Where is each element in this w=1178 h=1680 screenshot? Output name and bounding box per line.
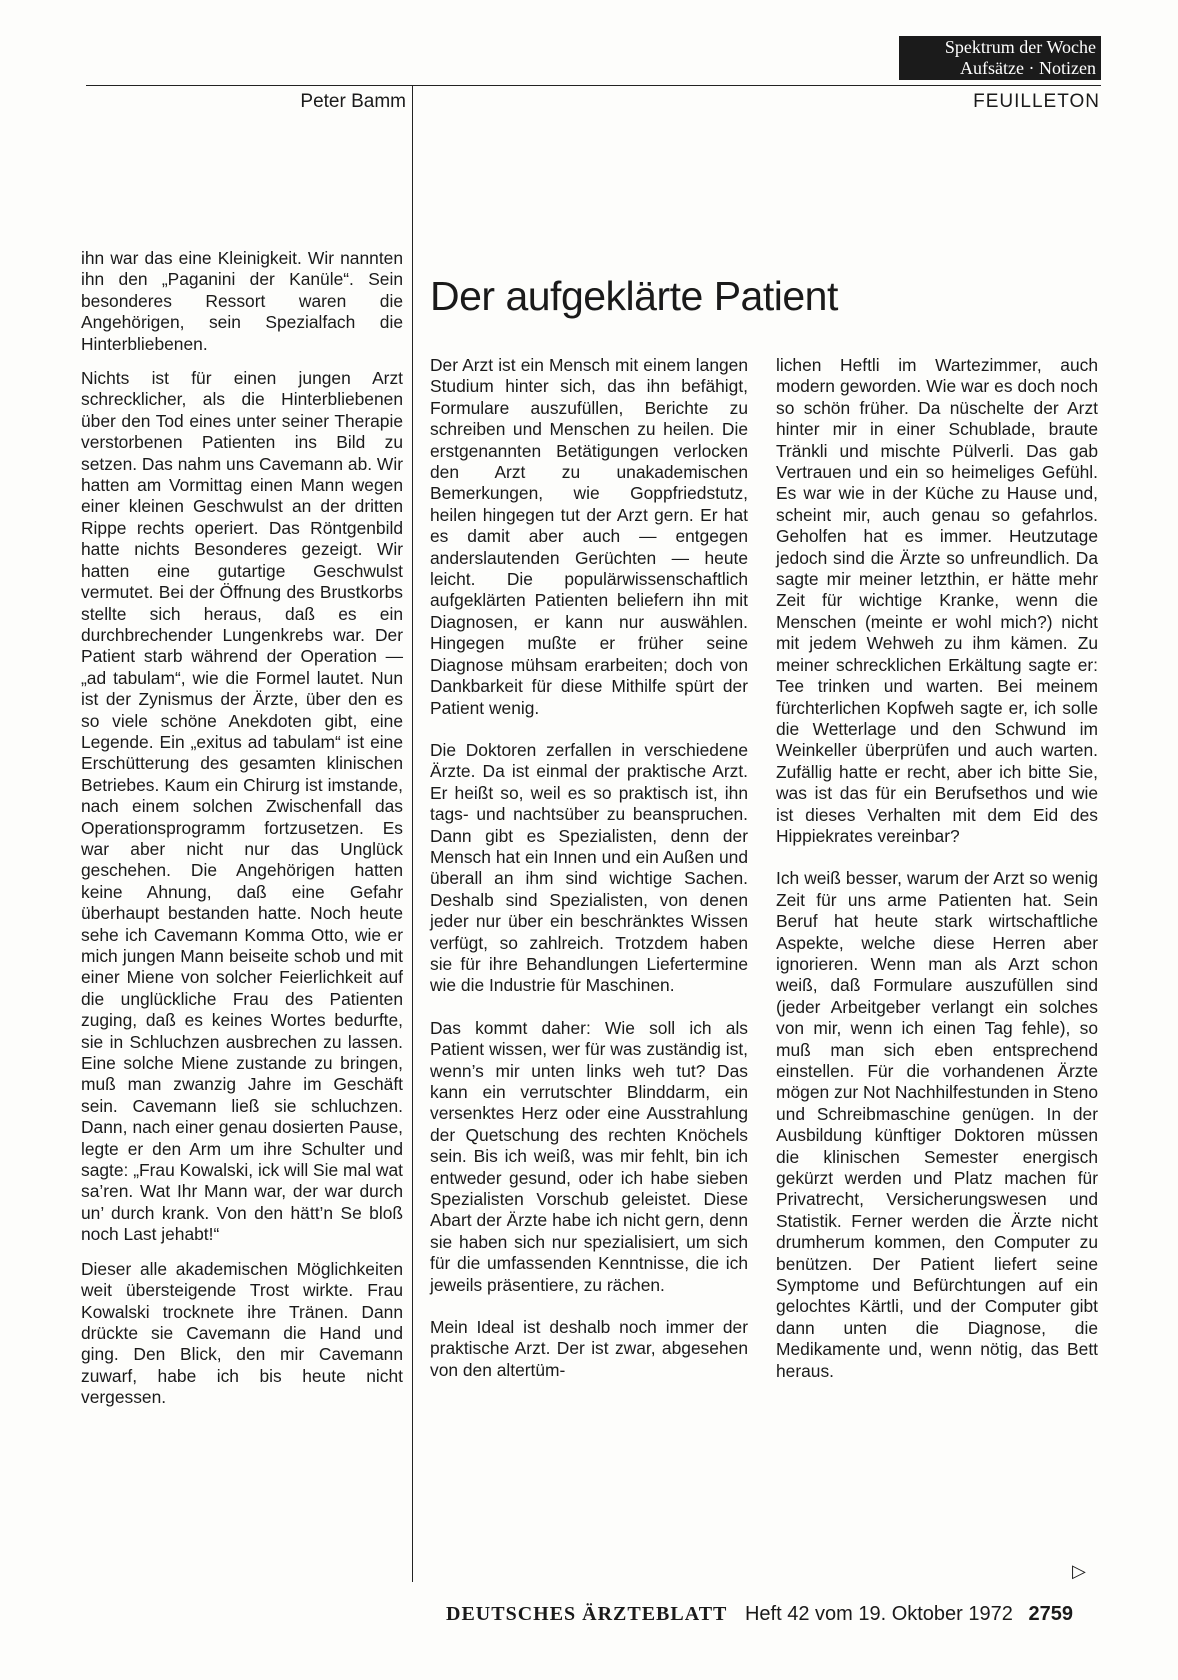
author-name: Peter Bamm: [300, 91, 406, 112]
paragraph: Die Doktoren zerfallen in verschiedene Ärzte. Da ist einmal der praktische Arzt. Er heißt so, weil es so praktisch ist, ihn tags- und nachtsüber zu beanspruchen. Dann gibt es Spezialisten, denn der Mensch hat ein Innen und ein Außen und überall an ihm sind wichtige Sachen. Deshalb sind Spezialisten, von denen jeder nur über ein beschränktes Wissen verfügt, so zahlreich. Trotzdem haben sie für ihre Behandlungen Liefertermine wie die Industrie für Maschinen.: [430, 739, 748, 996]
continue-arrow-icon: ▷: [1072, 1561, 1086, 1581]
paragraph: ihn war das eine Kleinigkeit. Wir nannten ihn den „Paganini der Kanüle“. Sein besonderes Ressort waren die Angehörigen, sein Spezialfach die Hinterbliebenen.: [81, 248, 403, 354]
paragraph: Ich weiß besser, warum der Arzt so wenig Zeit für uns arme Patienten hat. Sein Beruf hat heute stark wirtschaftliche Aspekte, welche diese Herren aber ignorieren. Wenn man als Arzt schon weiß, daß Formulare auszufüllen sind (jeder Arbeitgeber verlangt ein solches von mir, wenn ich einen Tag fehle), so muß man sich eben entsprechend einstellen. Für die vorhandenen Ärzte mögen zur Not Nachhilfestunden in Steno und Schreibmaschine genügen. In der Ausbildung künftiger Doktoren müssen die klinischen Semester energisch gekürzt werden und Platz machen für Privatrecht, Versicherungswesen und Statistik. Ferner werden die Ärzte nicht drumherum kommen, den Computer zu benützen. Der Patient liefert seine Symptome und Befürchtungen auf ein gelochtes Kärtli, und der Computer gibt dann unten die Diagnose, die Medikamente und, wenn nötig, das Bett heraus.: [776, 868, 1098, 1381]
header-rule: [86, 85, 1101, 86]
page-number: 2759: [1028, 1603, 1073, 1625]
badge-line-1: Spektrum der Woche: [944, 37, 1096, 57]
paragraph: Mein Ideal ist deshalb noch immer der praktische Arzt. Der ist zwar, abgesehen von den altertüm-: [430, 1317, 748, 1380]
article-title: Der aufgeklärte Patient: [430, 273, 838, 320]
journal-masthead: DEUTSCHES ÄRZTEBLATT: [446, 1603, 728, 1625]
series-badge: [899, 36, 1101, 80]
page-footer: [446, 1603, 1073, 1626]
column-divider: [412, 86, 413, 1582]
middle-column: [430, 355, 748, 1402]
paragraph: Dieser alle akademischen Möglichkeiten weit übersteigende Trost wirkte. Frau Kowalski trocknete ihre Tränen. Dann drückte sie Cavemann die Hand und ging. Den Blick, den mir Cavemann zuwarf, habe ich bis heute nicht vergessen.: [81, 1258, 403, 1408]
paragraph: Das kommt daher: Wie soll ich als Patient wissen, wer für was zuständig ist, wenn’s mir unten links weh tut? Das kann ein verrutschter Blinddarm, ein versenktes Herz oder eine Ausstrahlung der Quetschung des rechten Knöchels sein. Bis ich weiß, was mir fehlt, bin ich entweder gesund, oder ich habe sieben Spezialisten Vorschub geleistet. Diese Abart der Ärzte habe ich nicht gern, denn sie haben sich nur spezialisiert, um sich für die umfassenden Kenntnisse, die ich jeweils präsentiere, zu rächen.: [430, 1017, 748, 1295]
paragraph: lichen Heftli im Wartezimmer, auch modern geworden. Wie war es doch noch so schön früher. Da nüschelte der Arzt hinter mir in einer Schublade, braute Tränkli und mischte Pülverli. Das gab Vertrauen und ein so heimeliges Gefühl. Es war wie in der Küche zu Hause und, scheint mir, auch genau so gefahrlos. Geholfen hat es immer. Heutzutage jedoch sind die Ärzte so unfreundlich. Da sagte mir meiner letzthin, er hätte mehr Zeit für wichtige Kranke, wenn die Menschen (meinte er wohl mich?) nicht mit jedem Wehweh zu ihm kämen. Zu meiner schrecklichen Erkältung sagte er: Tee trinken und warten. Bei meinem fürchterlichen Kopfweh sagte er, ich solle die Wetterlage und den Schwund im Weinkeller überprüfen und auch warten. Zufällig hatte er recht, aber ich bitte Sie, was ist das für ein Berufsethos und wie ist dieses Verhalten mit dem Eid des Hippiekrates vereinbar?: [776, 355, 1098, 846]
left-column: [81, 248, 403, 1422]
issue-info: Heft 42 vom 19. Oktober 1972: [744, 1603, 1013, 1625]
paragraph: Der Arzt ist ein Mensch mit einem langen Studium hinter sich, das ihn befähigt, Formulare auszufüllen, Berichte zu schreiben und Menschen zu heilen. Die erstgenannten Betätigungen verlocken den Arzt zu unakademischen Bemerkungen, wie Goppfriedstutz, heilen hingegen tut der Arzt gern. Er hat es damit aber auch — entgegen anderslautenden Gerüchten — heute leicht. Die populärwissenschaftlich aufgeklärten Patienten beliefern ihn mit Diagnosen, er kann nur auswählen. Hingegen mußte er früher seine Diagnose mühsam erarbeiten; doch von Dankbarkeit für diese Mithilfe spürt der Patient wenig.: [430, 355, 748, 718]
paragraph: Nichts ist für einen jungen Arzt schrecklicher, als die Hinterbliebenen über den Tod eines unter seiner Therapie verstorbenen Patienten ins Bild zu setzen. Das nahm uns Cavemann ab. Wir hatten am Vormittag einen Mann wegen einer kleinen Geschwulst an der dritten Rippe rechts operiert. Das Röntgenbild hatte nichts Besonderes gezeigt. Wir hatten eine gutartige Geschwulst vermutet. Bei der Öffnung des Brustkorbs stellte sich heraus, daß es ein durchbrechender Lungenkrebs war. Der Patient starb während der Operation — „ad tabulam“, wie die Formel lautet. Nun ist der Zynismus der Ärzte, über den es so viele schöne Anekdoten gibt, eine Legende. Ein „exitus ad tabulam“ ist eine Erschütterung des gesamten klinischen Betriebes. Kaum ein Chirurg ist imstande, nach einem solchen Zwischenfall das Operationsprogramm fortzusetzen. Es war aber nicht nur das Unglück geschehen. Die Angehörigen hatten keine Ahnung, daß eine Gefahr überhaupt bestanden hatte. Noch heute sehe ich Cavemann Komma Otto, wie er mich jungen Mann beiseite schob und mit einer Miene von solcher Feierlichkeit auf die unglückliche Frau des Patienten zuging, daß es keines Wortes bedurfte, sie in Schluchzen ausbrechen zu lassen. Eine solche Miene zustande zu bringen, muß man zwanzig Jahre im Geschäft sein. Cavemann ließ sie schluchzen. Dann, nach einer genau dosierten Pause, legte er den Arm um ihre Schulter und sagte: „Frau Kowalski, ick will Sie mal wat sa’ren. Wat Ihr Mann war, der war durch un’ durch krank. Von den hätt’n Se bloß noch Last jehabt!“: [81, 368, 403, 1245]
right-column: [776, 355, 1098, 1403]
section-label: FEUILLETON: [973, 91, 1100, 112]
badge-line-2: Aufsätze · Notizen: [960, 58, 1096, 78]
